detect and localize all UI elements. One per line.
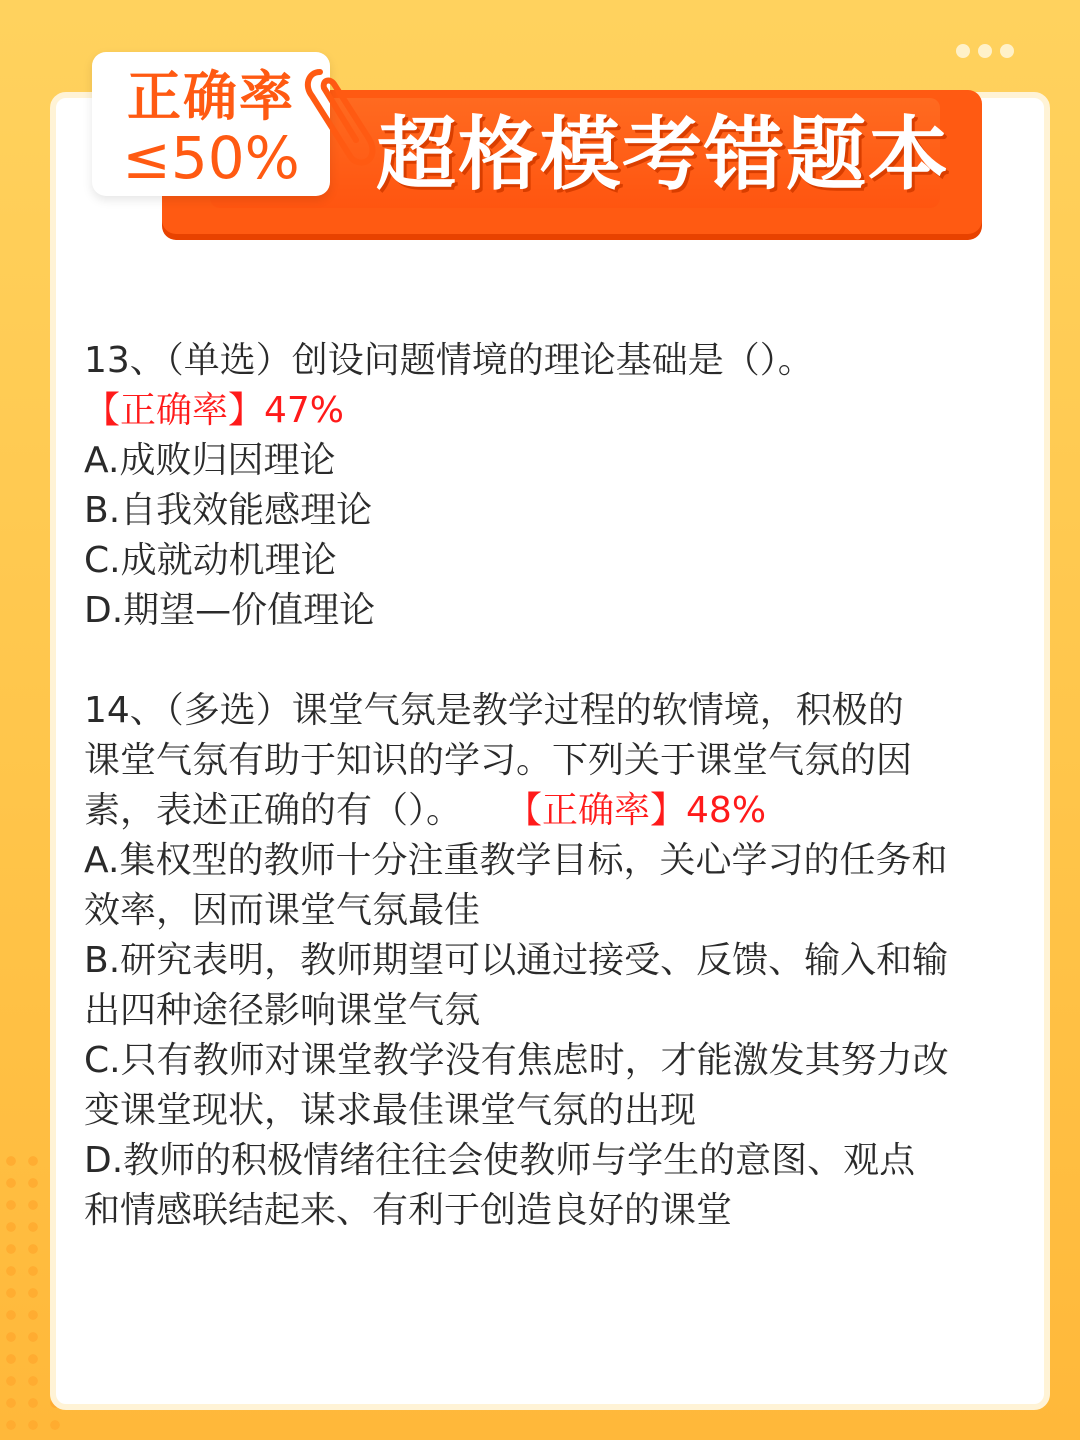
badge-label: 正确率 xyxy=(127,65,295,128)
accuracy-badge xyxy=(92,52,330,196)
option-b-cont: 出四种途径影响课堂气氛 xyxy=(84,990,481,1031)
option-a: A.集权型的教师十分注重教学目标，关心学习的任务和 xyxy=(84,840,948,881)
question-stem-line: 课堂气氛有助于知识的学习。下列关于课堂气氛的因 xyxy=(84,740,913,781)
page-title: 超格模考错题本 xyxy=(376,108,950,201)
option-d: D.教师的积极情绪往往会使教师与学生的意图、观点 xyxy=(84,1140,916,1181)
paperclip-icon xyxy=(300,64,380,174)
question-stem-line: 14、（多选）课堂气氛是教学过程的软情境，积极的 xyxy=(84,690,904,731)
option-b: B.自我效能感理论 xyxy=(84,490,373,531)
option-c-cont: 变课堂现状，谋求最佳课堂气氛的出现 xyxy=(84,1090,697,1131)
question-content xyxy=(84,336,1004,1236)
question-stem: 13、（单选）创设问题情境的理论基础是（）。 xyxy=(84,340,814,381)
badge-value: ≤50% xyxy=(122,124,300,192)
question-13 xyxy=(84,336,1004,636)
option-b: B.研究表明，教师期望可以通过接受、反馈、输入和输 xyxy=(84,940,949,981)
option-a-cont: 效率，因而课堂气氛最佳 xyxy=(84,890,481,931)
accuracy-rate: 【正确率】47% xyxy=(84,390,345,431)
spacer xyxy=(84,636,1004,686)
option-c: C.只有教师对课堂教学没有焦虑时，才能激发其努力改 xyxy=(84,1040,949,1081)
question-stem-tail: 素，表述正确的有（）。 xyxy=(84,790,463,831)
accuracy-rate: 【正确率】48% xyxy=(506,790,767,831)
question-14 xyxy=(84,686,1004,1236)
option-d: D.期望—价值理论 xyxy=(84,590,376,631)
option-d-cont: 和情感联结起来、有利于创造良好的课堂 xyxy=(84,1190,733,1231)
more-dots-icon xyxy=(956,44,1014,58)
option-c: C.成就动机理论 xyxy=(84,540,337,581)
question-stem-line xyxy=(84,786,1004,836)
option-a: A.成败归因理论 xyxy=(84,440,336,481)
